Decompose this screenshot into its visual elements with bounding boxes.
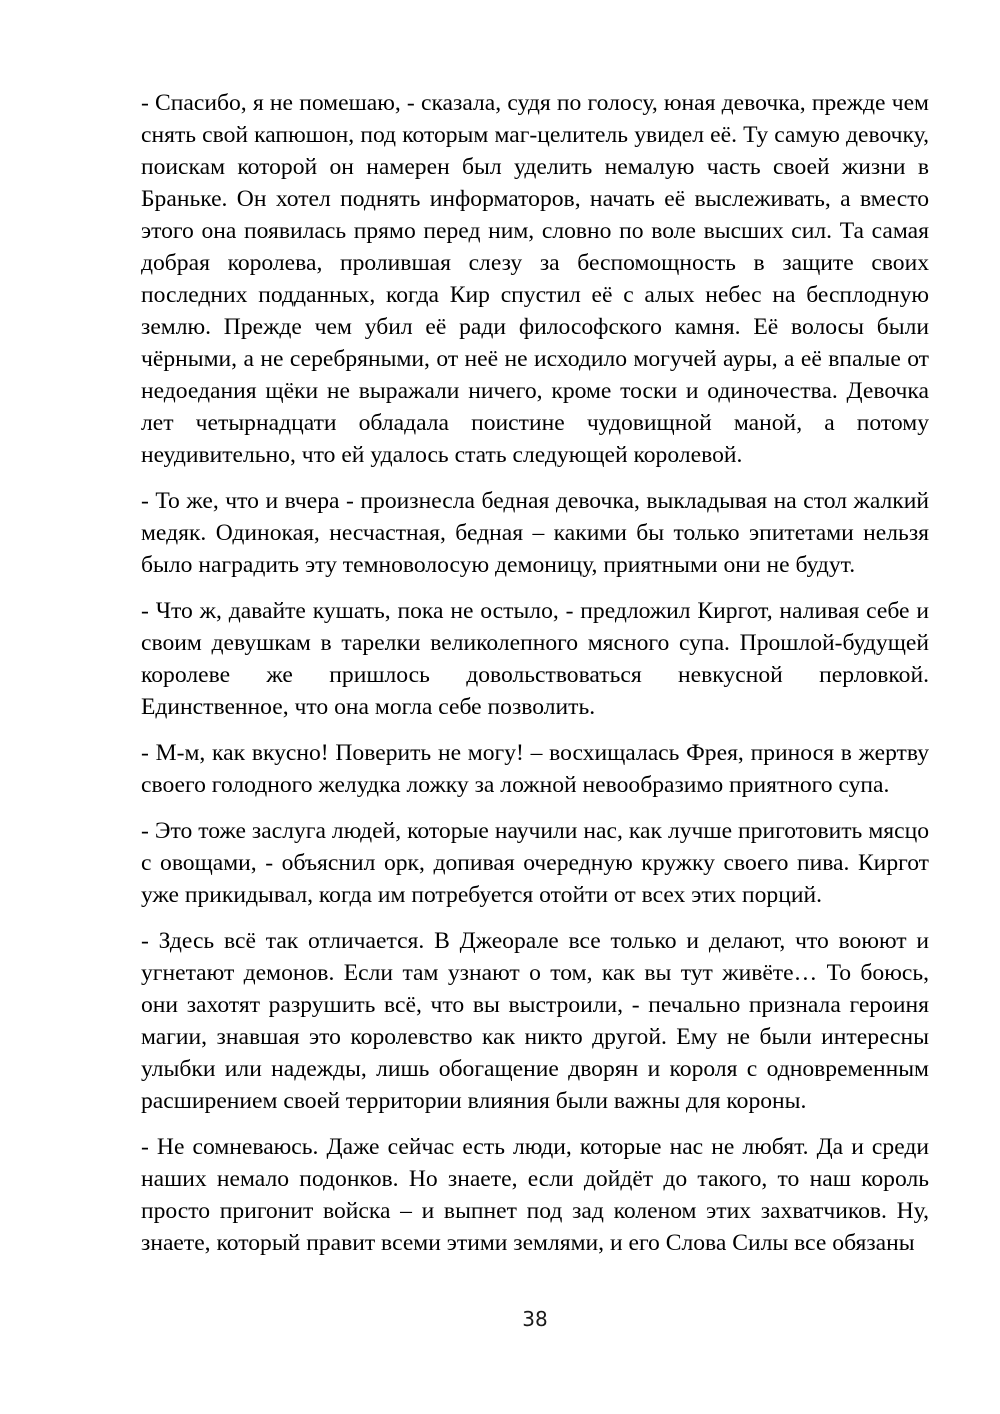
paragraph-7: - Не сомневаюсь. Даже сейчас есть люди, которые нас не любят. Да и среди наших немало подонков. Но знаете, если дойдёт до такого, то наш король просто пригонит войска – и выпнет под зад коленом этих захватчиков. Ну, знаете, который правит всеми этими землями, и его Слова Силы все обязаны bbox=[141, 1134, 929, 1256]
paragraph-4: - М-м, как вкусно! Поверить не могу! – восхищалась Фрея, принося в жертву своего голодного желудка ложку за ложной невообразимо приятного супа. bbox=[141, 740, 929, 798]
paragraph-5: - Это тоже заслуга людей, которые научили нас, как лучше приготовить мясцо с овощами, - объяснил орк, допивая очередную кружку своего пива. Киргот уже прикидывал, когда им потребуется отойти от всех этих порций. bbox=[141, 818, 929, 908]
text-block bbox=[141, 87, 929, 1273]
paragraph-6: - Здесь всё так отличается. В Джеорале все только и делают, что воюют и угнетают демонов. Если там узнают о том, как вы тут живёте… То боюсь, они захотят разрушить всё, что вы выстроили, - печально признала героиня магии, знавшая это королевство как никто другой. Ему не были интересны улыбки или надежды, лишь обогащение дворян и короля с одновременным расширением своей территории влияния были важны для короны. bbox=[141, 928, 929, 1114]
page-number: 38 bbox=[522, 1307, 548, 1331]
paragraph-3: - Что ж, давайте кушать, пока не остыло, - предложил Киргот, наливая себе и своим девушкам в тарелки великолепного мясного супа. Прошлой-будущей королеве же пришлось довольствоваться невкусной перловкой. Единственное, что она могла себе позволить. bbox=[141, 598, 929, 720]
paragraph-2: - То же, что и вчера - произнесла бедная девочка, выкладывая на стол жалкий медяк. Одинокая, несчастная, бедная – какими бы только эпитетами нельзя было наградить эту темноволосую демоницу, приятными они не будут. bbox=[141, 488, 929, 578]
paragraph-1: - Спасибо, я не помешаю, - сказала, судя по голосу, юная девочка, прежде чем снять свой капюшон, под которым маг-целитель увидел её. Ту самую девочку, поискам которой он намерен был уделить немалую часть своей жизни в Браньке. Он хотел поднять информаторов, начать её выслеживать, а вместо этого она появилась прямо перед ним, словно по воле высших сил. Та самая добрая королева, пролившая слезу за беспомощность в защите своих последних подданных, когда Кир спустил её с алых небес на бесплодную землю. Прежде чем убил её ради философского камня. Её волосы были чёрными, а не серебряными, от неё не исходило могучей ауры, а её впалые от недоедания щёки не выражали ничего, кроме тоски и одиночества. Девочка лет четырнадцати обладала поистине чудовищной маной, а потому неудивительно, что ей удалось стать следующей королевой. bbox=[141, 90, 929, 468]
